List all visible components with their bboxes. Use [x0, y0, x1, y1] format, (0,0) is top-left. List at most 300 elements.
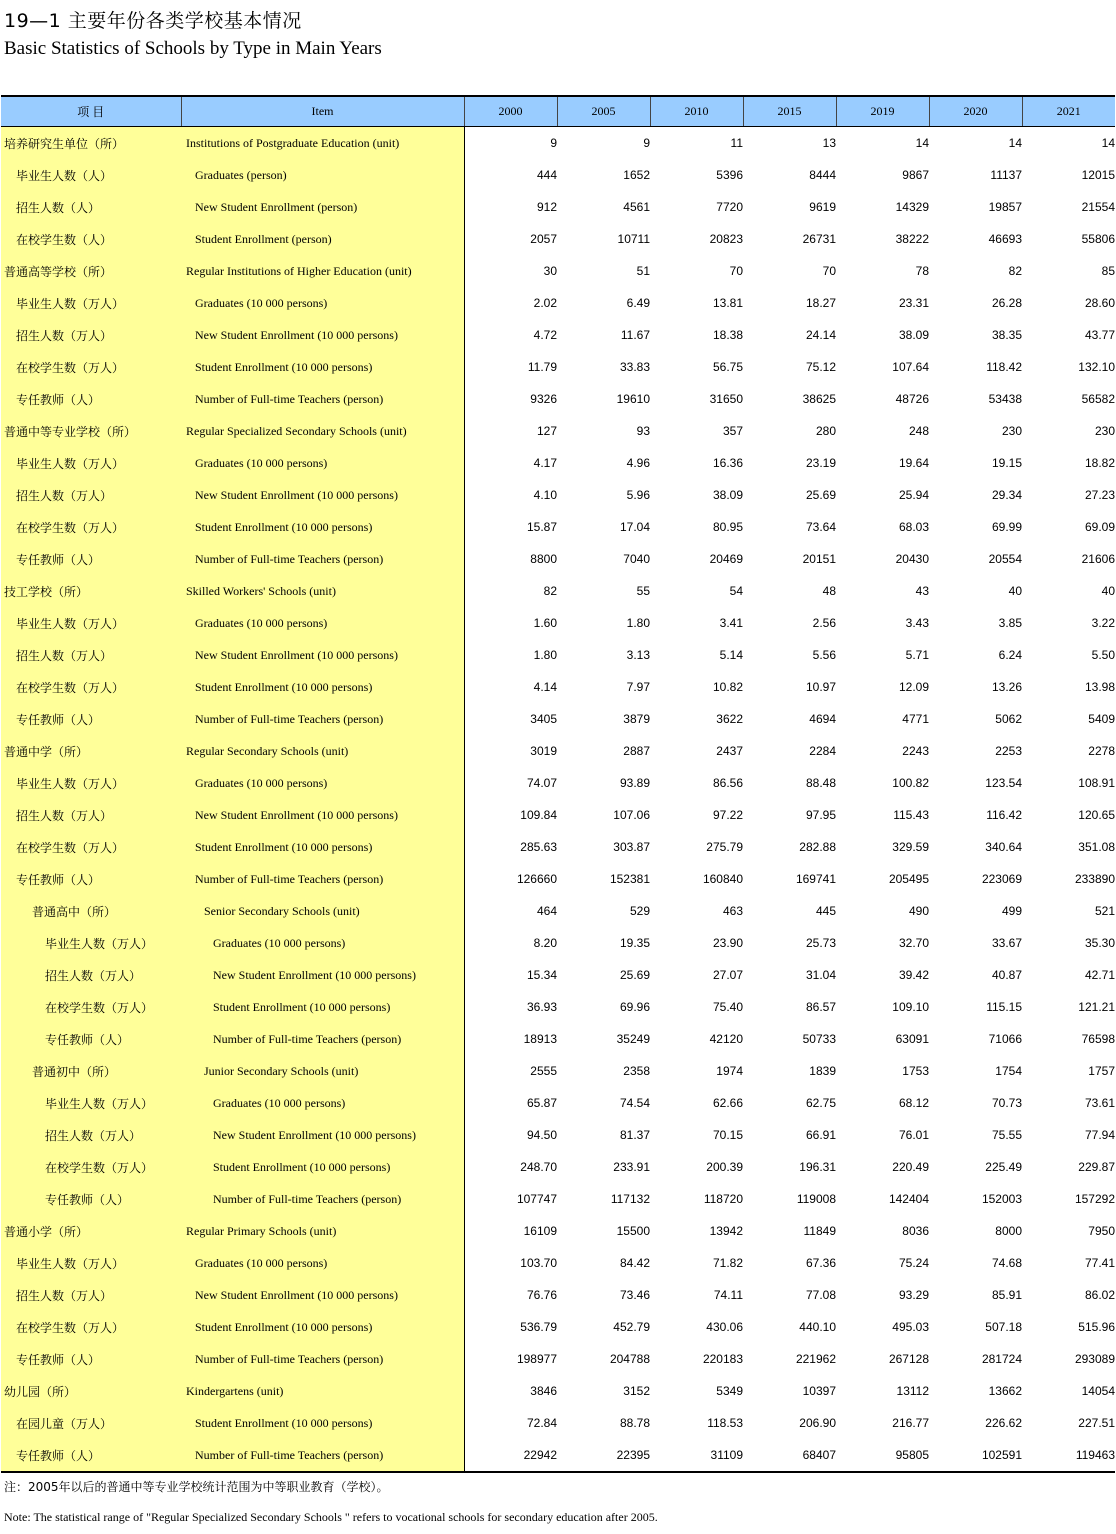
- row-label-en: New Student Enrollment (10 000 persons): [181, 639, 464, 671]
- value-cell: 73.64: [805, 520, 836, 534]
- value-cell: 157292: [1074, 1192, 1115, 1206]
- value-cell: 132.10: [1078, 360, 1115, 374]
- value-cell: 15500: [616, 1224, 650, 1238]
- row-label-en: New Student Enrollment (10 000 persons): [181, 799, 464, 831]
- value-cell: 3622: [716, 712, 743, 726]
- value-cell: 351.08: [1078, 840, 1115, 854]
- value-cell: 444: [536, 168, 557, 182]
- value-cell: 430.06: [706, 1320, 743, 1334]
- row-label-cn: 毕业生人数（万人）: [1, 1087, 181, 1119]
- value-cell: 18913: [523, 1032, 557, 1046]
- value-cell: 85: [1101, 264, 1115, 278]
- value-cell: 20469: [709, 552, 743, 566]
- value-cell: 18.82: [1084, 456, 1115, 470]
- row-label-en: Number of Full-time Teachers (person): [181, 703, 464, 735]
- value-cell: 9: [550, 136, 557, 150]
- value-cell: 4694: [809, 712, 836, 726]
- table-row: [1, 1183, 1115, 1215]
- row-label-en: Graduates (10 000 persons): [181, 1087, 464, 1119]
- value-cell: 23.90: [712, 936, 743, 950]
- value-cell: 76.01: [898, 1128, 929, 1142]
- value-cell: 160840: [702, 872, 743, 886]
- row-label-cn: 招生人数（人）: [1, 191, 181, 223]
- header-year: 2005: [557, 96, 650, 127]
- value-cell: 2057: [530, 232, 557, 246]
- value-cell: 464: [536, 904, 557, 918]
- value-cell: 1.60: [533, 616, 557, 630]
- value-cell: 76.76: [526, 1288, 557, 1302]
- table-row: [1, 799, 1115, 831]
- value-cell: 912: [536, 200, 557, 214]
- table-row: [1, 1055, 1115, 1087]
- value-cell: 10711: [617, 232, 650, 246]
- value-cell: 4.14: [533, 680, 557, 694]
- value-cell: 1974: [716, 1064, 743, 1078]
- value-cell: 463: [722, 904, 743, 918]
- value-cell: 18.38: [712, 328, 743, 342]
- value-cell: 85.91: [991, 1288, 1022, 1302]
- value-cell: 152381: [609, 872, 650, 886]
- value-cell: 97.95: [805, 808, 836, 822]
- row-label-en: Regular Primary Schools (unit): [181, 1215, 464, 1247]
- value-cell: 22395: [557, 1439, 650, 1472]
- value-cell: 19.15: [991, 456, 1022, 470]
- value-cell: 53438: [988, 392, 1022, 406]
- value-cell: 2284: [809, 744, 836, 758]
- statistics-table: [1, 95, 1115, 1473]
- value-cell: 14054: [1081, 1384, 1115, 1398]
- value-cell: 88.48: [805, 776, 836, 790]
- row-label-cn: 普通高等学校（所）: [1, 255, 181, 287]
- row-label-en: Institutions of Postgraduate Education (unit): [181, 127, 464, 160]
- header-year: 2010: [650, 96, 743, 127]
- row-label-en: Student Enrollment (10 000 persons): [181, 671, 464, 703]
- table-row: [1, 447, 1115, 479]
- value-cell: 26731: [802, 232, 836, 246]
- value-cell: 445: [815, 904, 836, 918]
- row-label-en: New Student Enrollment (10 000 persons): [181, 1279, 464, 1311]
- value-cell: 14: [1008, 136, 1022, 150]
- value-cell: 248: [908, 424, 929, 438]
- value-cell: 8800: [530, 552, 557, 566]
- value-cell: 35.30: [1084, 936, 1115, 950]
- value-cell: 38222: [895, 232, 929, 246]
- value-cell: 8444: [809, 168, 836, 182]
- value-cell: 100.82: [892, 776, 929, 790]
- value-cell: 5349: [716, 1384, 743, 1398]
- value-cell: 1652: [623, 168, 650, 182]
- row-label-cn: 在校学生数（人）: [1, 223, 181, 255]
- value-cell: 68407: [743, 1439, 836, 1472]
- value-cell: 42120: [709, 1032, 743, 1046]
- value-cell: 21606: [1081, 552, 1115, 566]
- value-cell: 82: [543, 584, 557, 598]
- row-label-en: Senior Secondary Schools (unit): [181, 895, 464, 927]
- value-cell: 120.65: [1078, 808, 1115, 822]
- value-cell: 2555: [530, 1064, 557, 1078]
- value-cell: 93.89: [619, 776, 650, 790]
- header-year: 2000: [464, 96, 557, 127]
- value-cell: 4771: [902, 712, 929, 726]
- row-label-cn: 培养研究生单位（所）: [1, 127, 181, 160]
- table-row: [1, 607, 1115, 639]
- value-cell: 50733: [802, 1032, 836, 1046]
- row-label-cn: 招生人数（万人）: [1, 479, 181, 511]
- row-label-cn: 毕业生人数（万人）: [1, 607, 181, 639]
- value-cell: 69.96: [619, 1000, 650, 1014]
- value-cell: 206.90: [799, 1416, 836, 1430]
- table-row: [1, 255, 1115, 287]
- value-cell: 13.26: [991, 680, 1022, 694]
- value-cell: 118.42: [986, 360, 1022, 374]
- table-row: [1, 127, 1115, 160]
- value-cell: 32.70: [898, 936, 929, 950]
- value-cell: 115.15: [986, 1000, 1022, 1014]
- row-label-en: New Student Enrollment (10 000 persons): [181, 1119, 464, 1151]
- value-cell: 1.80: [626, 616, 650, 630]
- value-cell: 33.67: [991, 936, 1022, 950]
- value-cell: 19610: [616, 392, 650, 406]
- value-cell: 84.42: [619, 1256, 650, 1270]
- value-cell: 198977: [516, 1352, 557, 1366]
- row-label-cn: 普通中等专业学校（所）: [1, 415, 181, 447]
- value-cell: 62.66: [712, 1096, 743, 1110]
- value-cell: 68.12: [898, 1096, 929, 1110]
- value-cell: 23.19: [805, 456, 836, 470]
- value-cell: 3879: [623, 712, 650, 726]
- value-cell: 4.96: [626, 456, 650, 470]
- value-cell: 20430: [895, 552, 929, 566]
- value-cell: 152003: [981, 1192, 1022, 1206]
- header-year: 2019: [836, 96, 929, 127]
- row-label-cn: 毕业生人数（万人）: [1, 927, 181, 959]
- value-cell: 11.67: [620, 328, 650, 342]
- value-cell: 2887: [623, 744, 650, 758]
- row-label-cn: 专任教师（人）: [1, 543, 181, 575]
- value-cell: 31650: [709, 392, 743, 406]
- value-cell: 1839: [809, 1064, 836, 1078]
- value-cell: 70.73: [991, 1096, 1022, 1110]
- value-cell: 75.55: [991, 1128, 1022, 1142]
- value-cell: 51: [636, 264, 650, 278]
- value-cell: 29.34: [991, 488, 1022, 502]
- row-label-cn: 招生人数（万人）: [1, 1119, 181, 1151]
- value-cell: 88.78: [619, 1416, 650, 1430]
- table-row: [1, 1023, 1115, 1055]
- header-item-en: Item: [181, 96, 464, 127]
- value-cell: 75.40: [712, 1000, 743, 1014]
- row-label-en: Graduates (10 000 persons): [181, 287, 464, 319]
- value-cell: 11.79: [527, 360, 557, 374]
- row-label-en: Number of Full-time Teachers (person): [181, 1343, 464, 1375]
- row-label-cn: 专任教师（人）: [1, 1343, 181, 1375]
- value-cell: 4.10: [533, 488, 557, 502]
- value-cell: 24.14: [805, 328, 836, 342]
- value-cell: 12.09: [898, 680, 929, 694]
- row-label-cn: 招生人数（万人）: [1, 799, 181, 831]
- row-label-cn: 专任教师（人）: [1, 703, 181, 735]
- value-cell: 27.23: [1084, 488, 1115, 502]
- value-cell: 2253: [995, 744, 1022, 758]
- value-cell: 33.83: [619, 360, 650, 374]
- value-cell: 2243: [902, 744, 929, 758]
- value-cell: 282.88: [799, 840, 836, 854]
- table-row: [1, 511, 1115, 543]
- value-cell: 21554: [1081, 200, 1115, 214]
- value-cell: 13.81: [712, 296, 743, 310]
- value-cell: 70: [822, 264, 836, 278]
- value-cell: 54: [729, 584, 743, 598]
- value-cell: 56582: [1081, 392, 1115, 406]
- row-label-cn: 幼儿园（所）: [1, 1375, 181, 1407]
- footnote-cn: 注：2005年以后的普通中等专业学校统计范围为中等职业教育（学校）。: [4, 1480, 389, 1494]
- table-row: [1, 1215, 1115, 1247]
- value-cell: 5.14: [719, 648, 743, 662]
- value-cell: 8.20: [533, 936, 557, 950]
- table-row: [1, 383, 1115, 415]
- row-label-cn: 毕业生人数（万人）: [1, 447, 181, 479]
- value-cell: 5409: [1088, 712, 1115, 726]
- value-cell: 4.72: [533, 328, 557, 342]
- value-cell: 86.56: [712, 776, 743, 790]
- value-cell: 94.50: [526, 1128, 557, 1142]
- value-cell: 25.73: [805, 936, 836, 950]
- table-row: [1, 639, 1115, 671]
- row-label-en: Graduates (person): [181, 159, 464, 191]
- row-label-en: Student Enrollment (10 000 persons): [181, 1407, 464, 1439]
- row-label-en: Graduates (10 000 persons): [181, 927, 464, 959]
- value-cell: 440.10: [799, 1320, 836, 1334]
- table-header-row: [1, 96, 1115, 127]
- value-cell: 19.64: [898, 456, 929, 470]
- value-cell: 507.18: [985, 1320, 1022, 1334]
- value-cell: 452.79: [613, 1320, 650, 1334]
- value-cell: 95805: [836, 1439, 929, 1472]
- value-cell: 115.43: [893, 808, 929, 822]
- value-cell: 6.24: [998, 648, 1022, 662]
- value-cell: 25.94: [898, 488, 929, 502]
- value-cell: 119008: [796, 1192, 836, 1206]
- row-label-en: Student Enrollment (10 000 persons): [181, 351, 464, 383]
- value-cell: 25.69: [619, 968, 650, 982]
- value-cell: 38625: [802, 392, 836, 406]
- value-cell: 108.91: [1078, 776, 1115, 790]
- table-row: [1, 703, 1115, 735]
- value-cell: 495.03: [892, 1320, 929, 1334]
- value-cell: 9: [643, 136, 650, 150]
- row-label-en: Regular Institutions of Higher Education (unit): [181, 255, 464, 287]
- table-row: [1, 1151, 1115, 1183]
- row-label-cn: 在校学生数（万人）: [1, 511, 181, 543]
- value-cell: 36.93: [526, 1000, 557, 1014]
- value-cell: 3.85: [998, 616, 1022, 630]
- table-row: [1, 575, 1115, 607]
- value-cell: 40.87: [991, 968, 1022, 982]
- value-cell: 93: [636, 424, 650, 438]
- value-cell: 73.61: [1084, 1096, 1115, 1110]
- value-cell: 3.13: [626, 648, 650, 662]
- row-label-cn: 在校学生数（万人）: [1, 831, 181, 863]
- value-cell: 74.07: [526, 776, 557, 790]
- value-cell: 74.68: [991, 1256, 1022, 1270]
- row-label-en: Graduates (10 000 persons): [181, 447, 464, 479]
- row-label-en: New Student Enrollment (10 000 persons): [181, 319, 464, 351]
- value-cell: 4.17: [533, 456, 557, 470]
- value-cell: 11849: [803, 1224, 836, 1238]
- value-cell: 2278: [1088, 744, 1115, 758]
- header-year: 2020: [929, 96, 1022, 127]
- row-label-en: Kindergartens (unit): [181, 1375, 464, 1407]
- value-cell: 48726: [895, 392, 929, 406]
- value-cell: 97.22: [712, 808, 743, 822]
- value-cell: 536.79: [520, 1320, 557, 1334]
- value-cell: 74.54: [619, 1096, 650, 1110]
- table-row: [1, 1343, 1115, 1375]
- row-label-cn: 招生人数（万人）: [1, 1279, 181, 1311]
- row-label-cn: 在校学生数（万人）: [1, 351, 181, 383]
- table-row: [1, 1311, 1115, 1343]
- value-cell: 14: [1101, 136, 1115, 150]
- value-cell: 82: [1008, 264, 1022, 278]
- value-cell: 35249: [616, 1032, 650, 1046]
- value-cell: 18.27: [805, 296, 836, 310]
- row-label-en: Student Enrollment (10 000 persons): [181, 991, 464, 1023]
- value-cell: 3846: [530, 1384, 557, 1398]
- value-cell: 11137: [990, 168, 1022, 182]
- value-cell: 81.37: [619, 1128, 650, 1142]
- row-label-en: Number of Full-time Teachers (person): [181, 383, 464, 415]
- table-row: [1, 191, 1115, 223]
- value-cell: 55806: [1081, 232, 1115, 246]
- value-cell: 107.64: [892, 360, 929, 374]
- value-cell: 9619: [809, 200, 836, 214]
- header-year: 2015: [743, 96, 836, 127]
- value-cell: 285.63: [520, 840, 557, 854]
- value-cell: 14329: [895, 200, 929, 214]
- table-row: [1, 223, 1115, 255]
- footnote-en: Note: The statistical range of "Regular Specialized Secondary Schools " refers to vocational schools for secondary education after 2005.: [4, 1510, 658, 1524]
- value-cell: 42.71: [1084, 968, 1115, 982]
- table-row: [1, 287, 1115, 319]
- value-cell: 127: [536, 424, 557, 438]
- row-label-en: Student Enrollment (10 000 persons): [181, 511, 464, 543]
- value-cell: 103.70: [520, 1256, 557, 1270]
- value-cell: 1.80: [533, 648, 557, 662]
- value-cell: 329.59: [892, 840, 929, 854]
- table-row: [1, 735, 1115, 767]
- row-label-cn: 毕业生人数（万人）: [1, 1247, 181, 1279]
- row-label-cn: 技工学校（所）: [1, 575, 181, 607]
- value-cell: 5.56: [812, 648, 836, 662]
- value-cell: 77.08: [805, 1288, 836, 1302]
- value-cell: 3.41: [719, 616, 743, 630]
- value-cell: 12015: [1081, 168, 1115, 182]
- row-label-cn: 招生人数（万人）: [1, 639, 181, 671]
- value-cell: 1754: [995, 1064, 1022, 1078]
- value-cell: 71.82: [712, 1256, 743, 1270]
- value-cell: 490: [908, 904, 929, 918]
- value-cell: 13662: [988, 1384, 1022, 1398]
- table-row: [1, 1439, 1115, 1472]
- value-cell: 66.91: [805, 1128, 836, 1142]
- value-cell: 27.07: [712, 968, 743, 982]
- row-label-en: Student Enrollment (person): [181, 223, 464, 255]
- value-cell: 220183: [702, 1352, 743, 1366]
- row-label-en: New Student Enrollment (10 000 persons): [181, 479, 464, 511]
- value-cell: 5396: [716, 168, 743, 182]
- value-cell: 93.29: [898, 1288, 929, 1302]
- value-cell: 56.75: [712, 360, 743, 374]
- value-cell: 3405: [530, 712, 557, 726]
- value-cell: 196.31: [799, 1160, 836, 1174]
- row-label-cn: 普通初中（所）: [1, 1055, 181, 1087]
- page-title: 19—1 主要年份各类学校基本情况: [4, 10, 302, 32]
- value-cell: 7950: [1088, 1224, 1115, 1238]
- value-cell: 13: [822, 136, 836, 150]
- value-cell: 39.42: [898, 968, 929, 982]
- value-cell: 38.09: [712, 488, 743, 502]
- value-cell: 70: [729, 264, 743, 278]
- row-label-en: Number of Full-time Teachers (person): [181, 863, 464, 895]
- value-cell: 102591: [929, 1439, 1022, 1472]
- value-cell: 499: [1001, 904, 1022, 918]
- value-cell: 28.60: [1084, 296, 1115, 310]
- value-cell: 62.75: [805, 1096, 836, 1110]
- value-cell: 69.09: [1084, 520, 1115, 534]
- value-cell: 3019: [530, 744, 557, 758]
- value-cell: 43: [915, 584, 929, 598]
- value-cell: 221962: [795, 1352, 836, 1366]
- value-cell: 16.36: [712, 456, 743, 470]
- value-cell: 71066: [988, 1032, 1022, 1046]
- value-cell: 340.64: [985, 840, 1022, 854]
- value-cell: 3152: [623, 1384, 650, 1398]
- value-cell: 20554: [988, 552, 1022, 566]
- value-cell: 233890: [1074, 872, 1115, 886]
- value-cell: 23.31: [898, 296, 929, 310]
- value-cell: 2.02: [533, 296, 557, 310]
- row-label-en: Number of Full-time Teachers (person): [181, 1439, 464, 1472]
- row-label-cn: 毕业生人数（万人）: [1, 767, 181, 799]
- value-cell: 280: [815, 424, 836, 438]
- row-label-cn: 专任教师（人）: [1, 1023, 181, 1055]
- value-cell: 4561: [623, 200, 650, 214]
- value-cell: 78: [915, 264, 929, 278]
- value-cell: 233.91: [613, 1160, 650, 1174]
- value-cell: 107747: [516, 1192, 557, 1206]
- row-label-cn: 在校学生数（万人）: [1, 671, 181, 703]
- value-cell: 5.71: [905, 648, 929, 662]
- value-cell: 8036: [902, 1224, 929, 1238]
- row-label-en: Number of Full-time Teachers (person): [181, 543, 464, 575]
- row-label-cn: 专任教师（人）: [1, 1183, 181, 1215]
- value-cell: 76598: [1081, 1032, 1115, 1046]
- table-row: [1, 767, 1115, 799]
- value-cell: 5.96: [626, 488, 650, 502]
- value-cell: 2437: [716, 744, 743, 758]
- value-cell: 109.84: [520, 808, 557, 822]
- value-cell: 15.87: [526, 520, 557, 534]
- row-label-cn: 在校学生数（万人）: [1, 1311, 181, 1343]
- value-cell: 2.56: [812, 616, 836, 630]
- table-row: [1, 1407, 1115, 1439]
- value-cell: 75.24: [898, 1256, 929, 1270]
- value-cell: 63091: [895, 1032, 929, 1046]
- table-row: [1, 351, 1115, 383]
- value-cell: 529: [629, 904, 650, 918]
- row-label-en: New Student Enrollment (10 000 persons): [181, 959, 464, 991]
- value-cell: 123.54: [985, 776, 1022, 790]
